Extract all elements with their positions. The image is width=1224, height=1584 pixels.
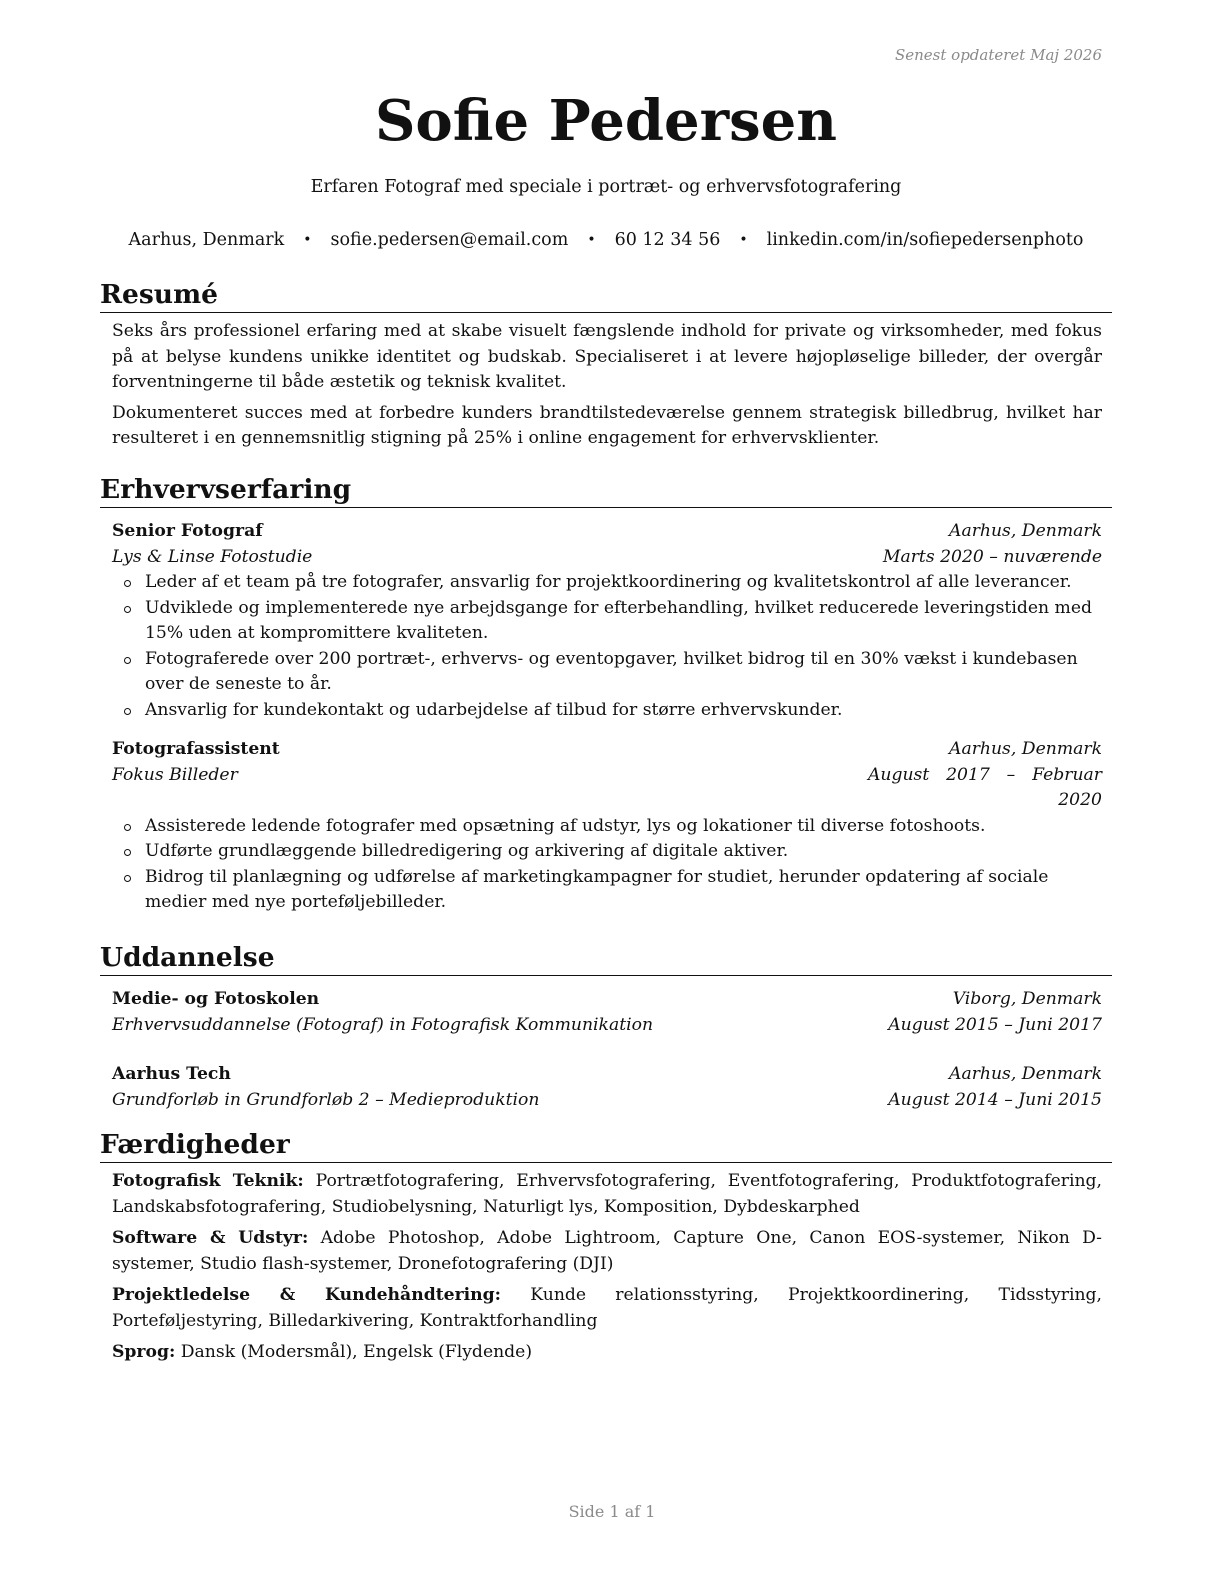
skill-label: Projektledelse & Kundehåndtering:: [112, 1285, 502, 1305]
skills-section: [100, 1128, 1112, 1366]
job-company: Fokus Billeder: [112, 764, 238, 785]
circle-bullet-icon: [124, 875, 131, 882]
job-bullets: [112, 814, 1102, 916]
education-entry: [112, 987, 1102, 1038]
job-company: Lys & Linse Fotostudie: [112, 546, 313, 567]
skill-group: [112, 1340, 1102, 1366]
contact-location: Aarhus, Denmark: [128, 230, 285, 250]
job-entry: [112, 519, 1102, 723]
section-title-summary: Resumé: [100, 278, 1112, 313]
circle-bullet-icon: [124, 657, 131, 664]
job-entry: [112, 737, 1102, 916]
contact-phone: 60 12 34 56: [614, 230, 721, 250]
skill-items: Adobe Photoshop, Adobe Lightroom, Capture One, Canon EOS-systemer, Nikon D-systemer, Studio flash-systemer, Dronefotografering (DJI): [112, 1228, 1102, 1274]
list-item: Leder af et team på tre fotografer, ansvarlig for projektkoordinering og kvalitetskontrol af alle leverancer.: [112, 570, 1102, 596]
list-item: Assisterede ledende fotografer med opsætning af udstyr, lys og lokationer til diverse fotoshoots.: [112, 814, 1102, 840]
circle-bullet-icon: [124, 580, 131, 587]
section-title-skills: Færdigheder: [100, 1128, 1112, 1163]
summary-section: [100, 278, 1112, 452]
job-location: Aarhus, Denmark: [949, 739, 1102, 759]
job-role: Senior Fotograf: [112, 521, 263, 541]
bullet-separator: •: [739, 232, 748, 248]
circle-bullet-icon: [124, 824, 131, 831]
job-dates: August 2017 – Februar 2020: [868, 764, 1102, 810]
job-bullets: [112, 570, 1102, 723]
school-location: Viborg, Denmark: [952, 989, 1102, 1009]
section-title-experience: Erhvervserfaring: [100, 473, 1112, 508]
summary-paragraph: Dokumenteret succes med at forbedre kunders brandtilstedeværelse gennem strategisk billedbrug, hvilket har resulteret i en gennemsnitlig stigning på 25% i online engagement for erhvervsklienter.: [112, 402, 1102, 448]
tagline: Erfaren Fotograf med speciale i portræt- og erhvervsfotografering: [310, 177, 902, 197]
skill-items: Dansk (Modersmål), Engelsk (Flydende): [180, 1342, 533, 1362]
contact-email-link[interactable]: sofie.pedersen@email.com: [330, 230, 569, 250]
list-item: Ansvarlig for kundekontakt og udarbejdelse af tilbud for større erhvervskunder.: [112, 698, 1102, 724]
school-dates: August 2014 – Juni 2015: [888, 1089, 1102, 1110]
circle-bullet-icon: [124, 708, 131, 715]
education-section: [100, 941, 1112, 1113]
last-updated: Senest opdateret Maj 2026: [894, 46, 1102, 64]
section-title-education: Uddannelse: [100, 941, 1112, 976]
skill-label: Fotografisk Teknik:: [112, 1171, 304, 1191]
job-dates: Marts 2020 – nuværende: [882, 546, 1102, 567]
candidate-name: Sofie Pedersen: [374, 88, 838, 154]
job-location: Aarhus, Denmark: [949, 521, 1102, 541]
list-item: Udviklede og implementerede nye arbejdsgange for efterbehandling, hvilket reducerede leveringstiden med 15% uden at kompromittere kvaliteten.: [112, 596, 1102, 647]
list-item: Bidrog til planlægning og udførelse af marketingkampagner for studiet, herunder opdatering af sociale medier med nye porteføljebilleder.: [112, 865, 1102, 916]
school-degree: Erhvervsuddannelse (Fotograf) in Fotografisk Kommunikation: [112, 1014, 654, 1035]
experience-section: [100, 473, 1112, 916]
page-number: Side 1 af 1: [568, 1502, 656, 1521]
skill-group: [112, 1283, 1102, 1334]
skill-items: Kunde relationsstyring, Projektkoordinering, Tidsstyring, Porteføljestyring, Billedarkivering, Kontraktforhandling: [112, 1285, 1102, 1331]
school-location: Aarhus, Denmark: [949, 1064, 1102, 1084]
skill-group: [112, 1226, 1102, 1277]
skill-items: Portrætfotografering, Erhvervsfotografering, Eventfotografering, Produktfotografering, Landskabsfotografering, Studiobelysning, Naturligt lys, Komposition, Dybdeskarphed: [112, 1171, 1102, 1217]
circle-bullet-icon: [124, 606, 131, 613]
education-entry: [112, 1062, 1102, 1113]
bullet-separator: •: [587, 232, 596, 248]
bullet-separator: •: [303, 232, 312, 248]
list-item: Udførte grundlæggende billedredigering og arkivering af digitale aktiver.: [112, 839, 1102, 865]
school-degree: Grundforløb in Grundforløb 2 – Medieproduktion: [112, 1089, 540, 1110]
list-item: Fotograferede over 200 portræt-, erhvervs- og eventopgaver, hvilket bidrog til en 30% vækst i kundebasen over de seneste to år.: [112, 647, 1102, 698]
circle-bullet-icon: [124, 849, 131, 856]
school-dates: August 2015 – Juni 2017: [888, 1014, 1102, 1035]
contact-linkedin-link[interactable]: linkedin.com/in/sofiepedersenphoto: [766, 230, 1084, 250]
school-name: Medie- og Fotoskolen: [112, 989, 320, 1009]
skill-group: [112, 1169, 1102, 1220]
skill-label: Software & Udstyr:: [112, 1228, 309, 1248]
summary-paragraph: Seks års professionel erfaring med at skabe visuelt fængslende indhold for private og virksomheder, med fokus på at belyse kundens unikke identitet og budskab. Specialiseret i at levere højopløselige billeder, der overgår forventningerne til både æstetik og teknisk kvalitet.: [112, 321, 1102, 392]
skill-label: Sprog:: [112, 1342, 176, 1362]
school-name: Aarhus Tech: [112, 1064, 231, 1084]
contact-line: [100, 228, 1112, 252]
job-role: Fotografassistent: [112, 739, 280, 759]
